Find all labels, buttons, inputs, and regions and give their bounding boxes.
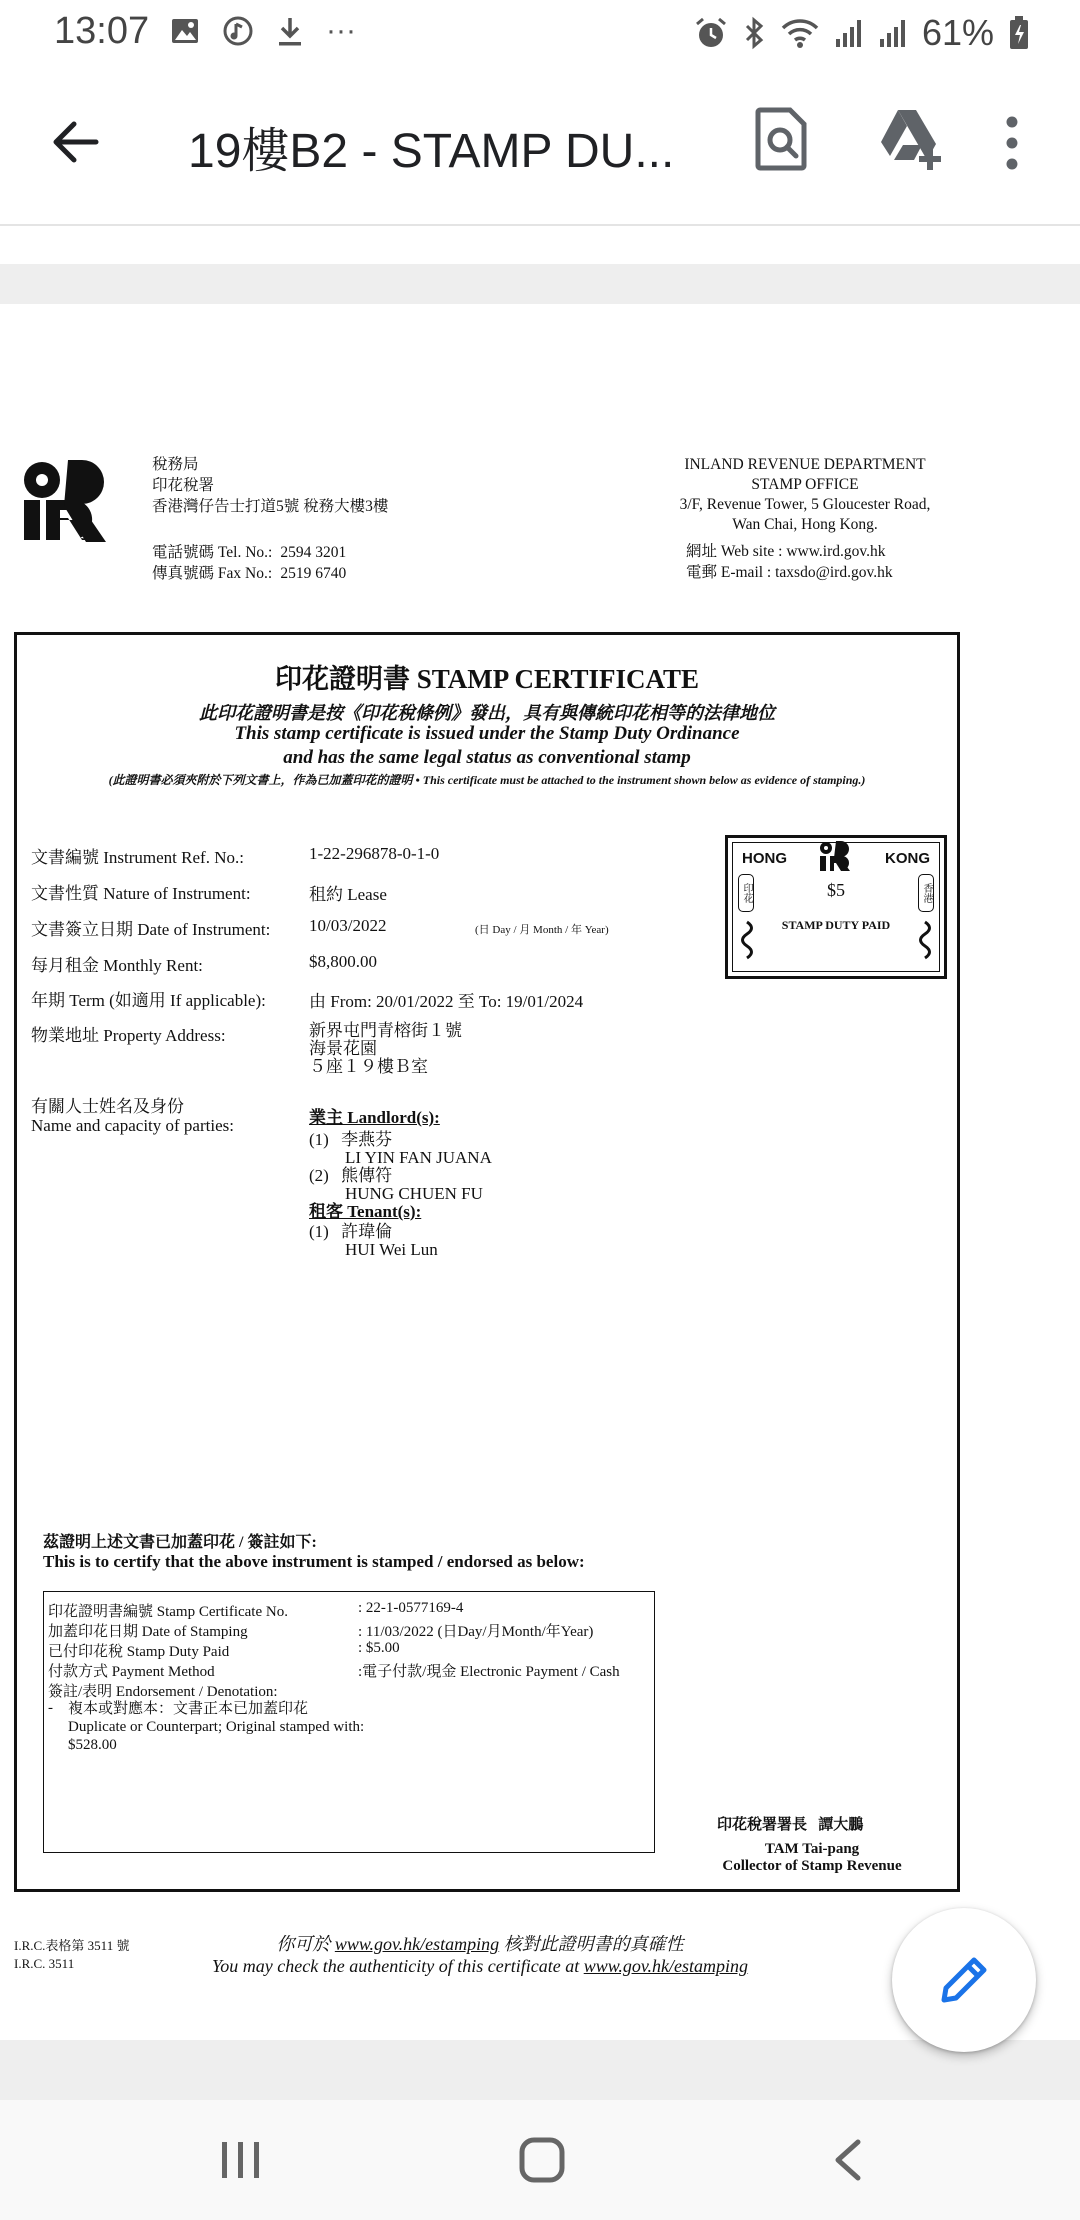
endorse-label-cert-no: 印花證明書編號 Stamp Certificate No. — [48, 1604, 288, 1620]
endorse-label-date: 加蓋印花日期 Date of Stamping — [48, 1624, 248, 1640]
landlord-heading: 業主 Landlord(s): — [309, 1108, 440, 1127]
fax-value: 2519 6740 — [280, 565, 347, 582]
status-bar — [0, 0, 1080, 68]
landlord-2-num: (2) — [309, 1166, 329, 1185]
field-label-term: 年期 Term (如適用 If applicable): — [31, 991, 266, 1010]
field-value-nature: 租約 Lease — [309, 885, 387, 904]
add-to-drive-icon[interactable] — [876, 104, 946, 174]
landlord-1 — [309, 1131, 492, 1167]
landlord-2 — [309, 1167, 492, 1203]
endorse-text-1: 複本或對應本：文書正本已加蓋印花 — [68, 1701, 309, 1717]
document-title: 19樓B2 - STAMP DU... — [188, 125, 675, 178]
verify-line-en — [0, 1956, 960, 1977]
recent-apps-icon[interactable] — [218, 2138, 264, 2182]
field-label-ref: 文書編號 Instrument Ref. No.: — [31, 848, 244, 867]
endorse-text — [68, 1700, 364, 1754]
office-zh: 印花稅署 — [152, 477, 215, 494]
verify-link-zh[interactable]: www.gov.hk/estamping — [334, 1934, 500, 1954]
website: 網址 Web site : www.ird.gov.hk — [686, 543, 886, 560]
stamp-ir-logo — [818, 840, 854, 872]
edit-fab-button[interactable] — [892, 1908, 1036, 2052]
certificate-title: 印花證明書 STAMP CERTIFICATE — [274, 664, 700, 694]
landlord-1-en: LI YIN FAN JUANA — [345, 1148, 492, 1167]
letterhead-web — [686, 541, 893, 583]
alarm-icon — [694, 16, 728, 50]
parties-label-en: Name and capacity of parties: — [31, 1116, 234, 1135]
landlord-1-num: (1) — [309, 1130, 329, 1149]
verify-line-zh — [0, 1930, 960, 1956]
landlord-2-en: HUNG CHUEN FU — [345, 1184, 483, 1203]
address-en-2: Wan Chai, Hong Kong. — [732, 516, 878, 533]
tel-value: 2594 3201 — [280, 544, 347, 561]
stamp-hong: HONG — [742, 850, 787, 867]
tel-label: 電話號碼 Tel. No.: — [152, 544, 273, 561]
status-time: 13:07 — [54, 10, 150, 52]
tenant-1-en: HUI Wei Lun — [345, 1240, 438, 1259]
field-label-parties — [31, 1097, 234, 1135]
more-options-icon[interactable] — [1000, 108, 1024, 178]
landlord-2-zh: 熊傳符 — [341, 1166, 393, 1185]
certificate-subtitle-zh: 此印花證明書是按《印花稅條例》發出，具有與傳統印花相等的法律地位 — [199, 703, 775, 723]
fax-label: 傳真號碼 Fax No.: — [152, 565, 273, 582]
field-label-nature: 文書性質 Nature of Instrument: — [31, 884, 251, 903]
endorse-value-duty: : $5.00 — [358, 1640, 400, 1656]
endorse-heading: 簽註/表明 Endorsement / Denotation: — [48, 1684, 278, 1700]
find-in-page-icon[interactable] — [752, 104, 812, 174]
verify-zh-post: 核對此證明書的真確性 — [499, 1934, 684, 1954]
battery-charging-icon — [1008, 15, 1030, 51]
signal-icon-2 — [878, 17, 908, 49]
verify-zh-pre: 你可於 — [276, 1934, 335, 1954]
letterhead-right — [660, 455, 950, 535]
certificate-subtitle-en-2: and has the same legal status as conventional stamp — [283, 747, 691, 768]
stamp-left-ornament — [740, 920, 754, 964]
landlord-1-zh: 李燕芬 — [341, 1130, 393, 1149]
gallery-icon — [170, 16, 200, 46]
stamp-right-ornament — [918, 920, 932, 964]
wifi-icon — [780, 16, 820, 50]
field-label-address: 物業地址 Property Address: — [31, 1026, 226, 1045]
email: 電郵 E-mail : taxsdo@ird.gov.hk — [686, 564, 893, 581]
dept-en: INLAND REVENUE DEPARTMENT — [684, 456, 926, 473]
endorse-value-cert-no: : 22-1-0577169-4 — [358, 1600, 464, 1616]
system-nav-bar — [0, 2100, 1080, 2220]
back-arrow-icon[interactable] — [44, 110, 108, 174]
page-separator-bottom — [0, 2040, 1080, 2100]
stamp-right-seal: 香港 — [918, 874, 934, 912]
collector-zh: 印花稅署署長 譚大鵬 — [717, 1817, 864, 1833]
stamp-duty-paid-stamp — [725, 835, 947, 979]
tenant-1-zh: 許瑋倫 — [341, 1222, 393, 1241]
endorse-label-payment: 付款方式 Payment Method — [48, 1664, 215, 1680]
office-en: STAMP OFFICE — [751, 476, 859, 493]
form-number-zh: I.R.C.表格第 3511 號 — [14, 1938, 130, 1953]
certify-zh: 茲證明上述文書已加蓋印花 / 簽註如下: — [43, 1534, 317, 1551]
endorse-text-2: Duplicate or Counterpart; Original stamped with: — [68, 1719, 365, 1735]
letterhead-left — [152, 454, 388, 517]
collector-block — [697, 1841, 927, 1875]
endorse-label-duty: 已付印花稅 Stamp Duty Paid — [48, 1644, 230, 1660]
parties-list — [309, 1109, 492, 1259]
address-line-2: 海景花園 — [309, 1039, 377, 1058]
tenant-1 — [309, 1223, 492, 1259]
battery-level: 61% — [921, 12, 994, 53]
date-format-hint: (日 Day / 月 Month / 年 Year) — [475, 924, 609, 936]
endorse-value-payment: :電子付款/現金 Electronic Payment / Cash — [358, 1664, 620, 1680]
more-notifications-icon: ··· — [326, 14, 356, 47]
ird-logo — [20, 456, 114, 542]
app-bar — [0, 68, 1080, 226]
endorsement-box — [43, 1591, 655, 1853]
field-value-date: 10/03/2022 — [309, 916, 387, 935]
endorse-dash: - — [48, 1700, 53, 1716]
field-value-term: 由 From: 20/01/2022 至 To: 19/01/2024 — [309, 992, 584, 1011]
verify-link-en[interactable]: www.gov.hk/estamping — [583, 1956, 749, 1976]
stamp-kong: KONG — [885, 850, 930, 867]
field-label-rent: 每月租金 Monthly Rent: — [31, 956, 203, 975]
signal-icon — [834, 17, 864, 49]
home-icon[interactable] — [518, 2136, 566, 2184]
stamp-paid-label: STAMP DUTY PAID — [781, 918, 891, 932]
field-value-address — [309, 1022, 462, 1076]
letterhead-contact — [152, 542, 354, 584]
certify-en: This is to certify that the above instrument is stamped / endorsed as below: — [43, 1552, 585, 1571]
stamp-certificate — [14, 632, 960, 1892]
music-sync-icon — [222, 15, 254, 47]
form-number-en: I.R.C. 3511 — [14, 1956, 75, 1971]
stamp-left-seal: 印花 — [738, 874, 754, 912]
stamp-amount: $5 — [827, 880, 845, 900]
address-line-1: 新界屯門青榕街１號 — [309, 1021, 462, 1040]
collector-title: Collector of Stamp Revenue — [722, 1858, 902, 1874]
back-nav-icon[interactable] — [830, 2138, 866, 2182]
bluetooth-icon — [742, 16, 766, 50]
tenant-heading: 租客 Tenant(s): — [309, 1202, 422, 1221]
field-value-ref: 1-22-296878-0-1-0 — [309, 844, 440, 863]
address-en-1: 3/F, Revenue Tower, 5 Gloucester Road, — [679, 496, 931, 513]
endorse-value-date: : 11/03/2022 (日Day/月Month/年Year) — [358, 1624, 594, 1640]
tenant-1-num: (1) — [309, 1222, 329, 1241]
verify-en-pre: You may check the authenticity of this certificate at — [211, 1956, 584, 1976]
collector-name: TAM Tai-pang — [764, 1841, 860, 1857]
field-value-rent: $8,800.00 — [309, 952, 377, 971]
certificate-subtitle-en-1: This stamp certificate is issued under the Stamp Duty Ordinance — [234, 723, 740, 744]
certificate-note: (此證明書必須夾附於下列文書上，作為已加蓋印花的證明 • This certificate must be attached to the instrument shown below as evidence of stamping.) — [108, 773, 866, 787]
pencil-icon — [936, 1952, 992, 2008]
download-icon — [276, 15, 304, 47]
field-label-date: 文書簽立日期 Date of Instrument: — [31, 920, 271, 939]
address-zh: 香港灣仔告士打道5號 稅務大樓3樓 — [152, 498, 389, 515]
parties-label-zh: 有關人士姓名及身份 — [31, 1097, 184, 1116]
address-line-3: ５座１９樓Ｂ室 — [309, 1057, 428, 1076]
dept-zh: 稅務局 — [152, 456, 199, 473]
endorse-text-3: $528.00 — [68, 1737, 117, 1753]
page-separator — [0, 264, 1080, 304]
